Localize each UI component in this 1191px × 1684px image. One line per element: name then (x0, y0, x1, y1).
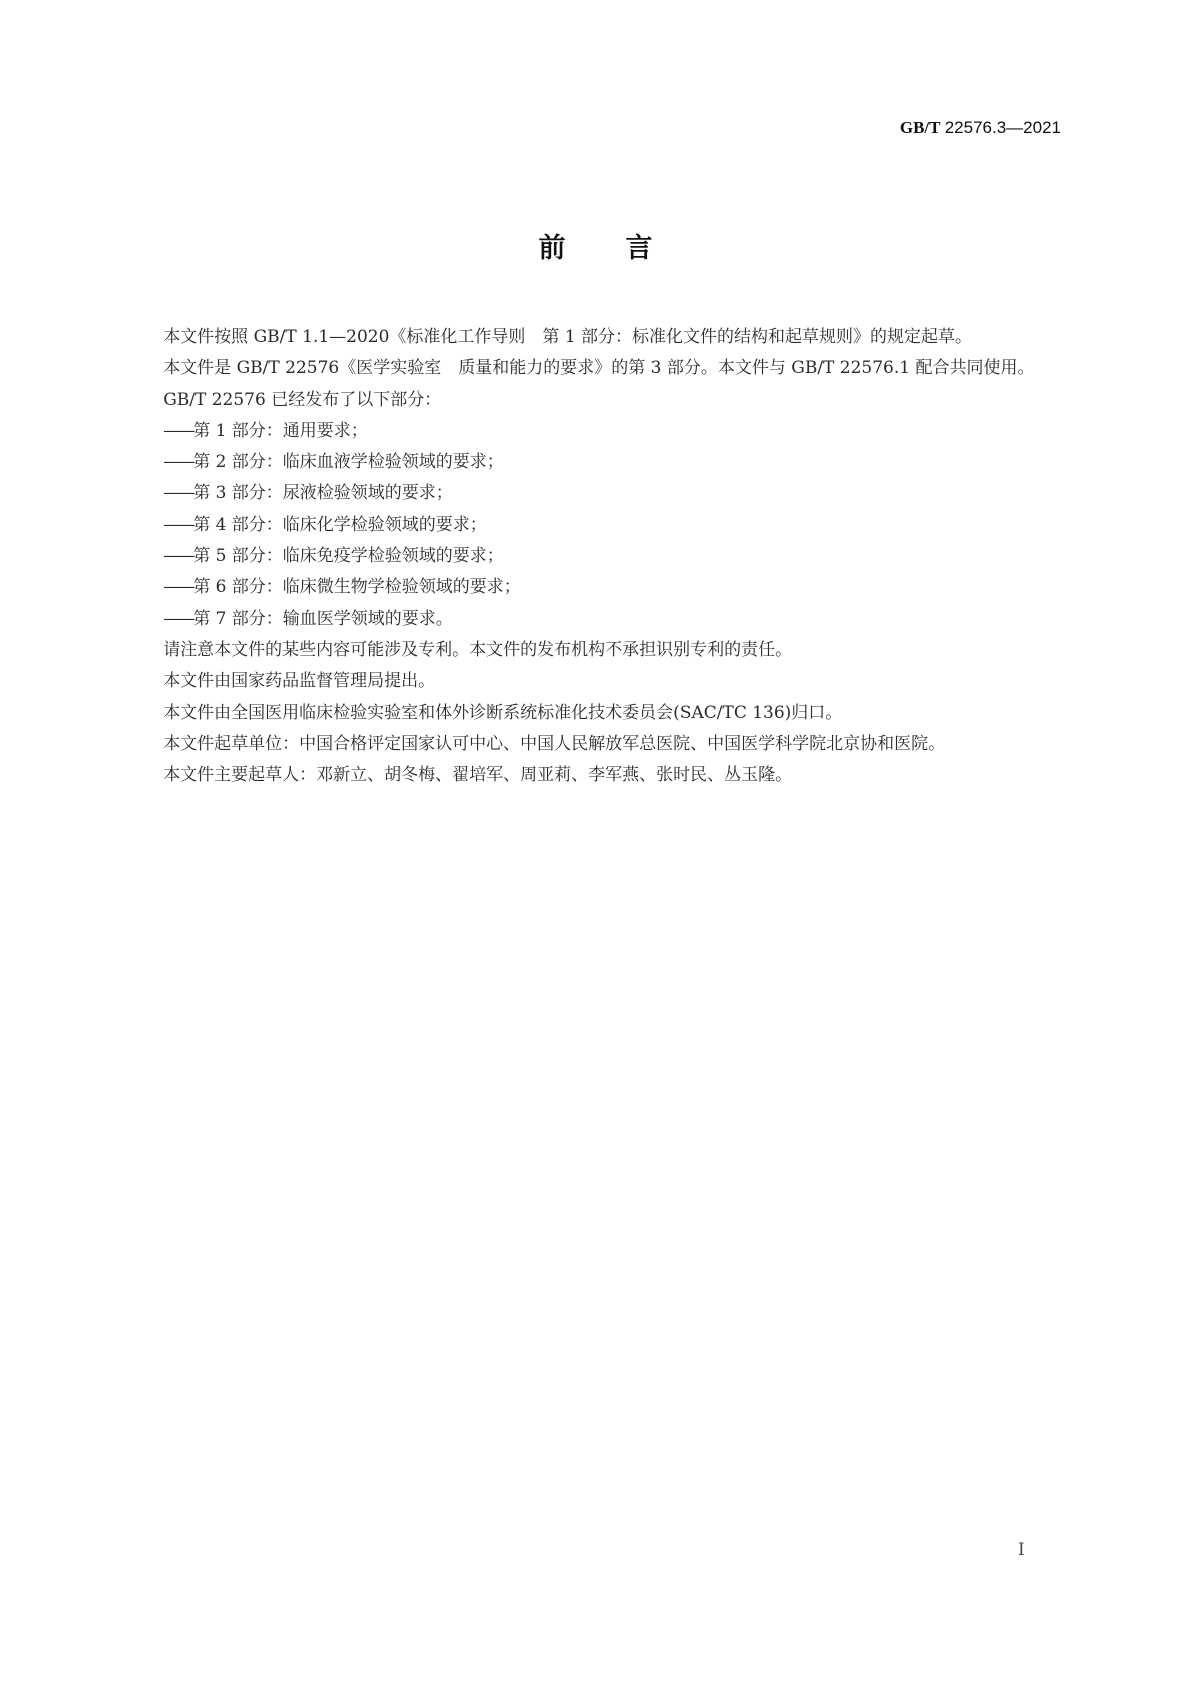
paragraph-series-relation: 本文件是 GB/T 22576《医学实验室 质量和能力的要求》的第 3 部分。本文件与 GB/T 22576.1 配合共同使用。 (163, 358, 1035, 379)
foreword-body (119, 322, 1063, 791)
title-char-2: 言 (625, 233, 653, 264)
parts-list (119, 416, 1063, 635)
list-item: ——第 3 部分：尿液检验领域的要求； (163, 483, 453, 504)
standard-number: 22576.3—2021 (944, 118, 1061, 137)
paragraph-technical-committee: 本文件由全国医用临床检验实验室和体外诊断系统标准化技术委员会(SAC/TC 136)归口。 (163, 702, 843, 723)
standard-prefix: GB/T (899, 118, 941, 137)
paragraph-published-parts: GB/T 22576 已经发布了以下部分： (163, 389, 442, 410)
list-item: ——第 2 部分：临床血液学检验领域的要求； (163, 452, 504, 473)
paragraph-drafting-units: 本文件起草单位：中国合格评定国家认可中心、中国人民解放军总医院、中国医学科学院北京协和医院。 (163, 733, 946, 754)
title-char-1: 前 (538, 233, 566, 264)
paragraph-drafters: 本文件主要起草人：邓新立、胡冬梅、翟培军、周亚莉、李军燕、张时民、丛玉隆。 (163, 765, 793, 786)
page-title (0, 226, 1191, 265)
paragraph-proposer: 本文件由国家药品监督管理局提出。 (163, 671, 436, 692)
list-item: ——第 6 部分：临床微生物学检验领域的要求； (163, 577, 521, 598)
list-item: ——第 5 部分：临床免疫学检验领域的要求； (163, 546, 504, 567)
list-item: ——第 4 部分：临床化学检验领域的要求； (163, 514, 487, 535)
paragraph-patent-notice: 请注意本文件的某些内容可能涉及专利。本文件的发布机构不承担识别专利的责任。 (163, 639, 793, 660)
paragraph-drafting-rules: 本文件按照 GB/T 1.1—2020《标准化工作导则 第 1 部分：标准化文件的结构和起草规则》的规定起草。 (163, 327, 973, 347)
list-item: ——第 1 部分：通用要求； (163, 420, 368, 441)
standard-code (900, 118, 1061, 138)
page-number: I (1018, 1540, 1025, 1560)
list-item: ——第 7 部分：输血医学领域的要求。 (163, 608, 453, 629)
